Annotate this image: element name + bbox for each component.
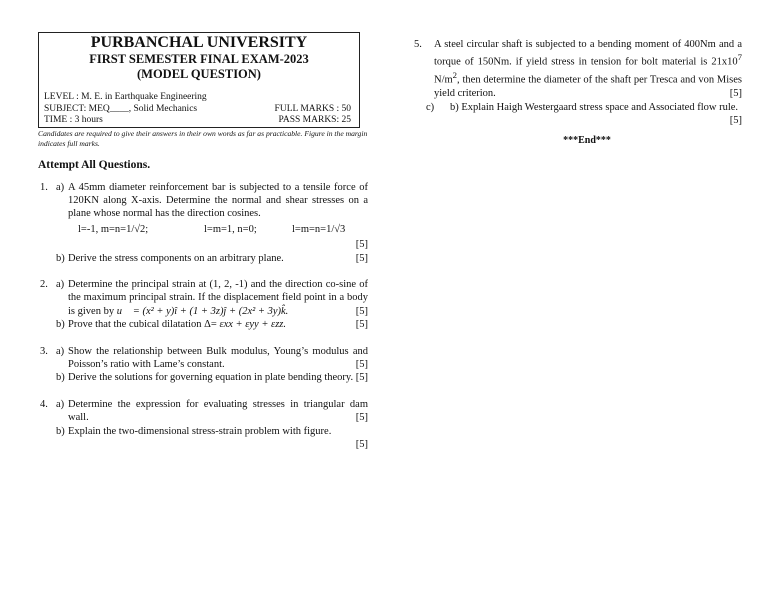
- direction-cosines: [56, 223, 368, 236]
- full-marks-text: FULL MARKS : 50: [274, 103, 351, 114]
- marks: [5]: [355, 305, 368, 317]
- question-2b: [56, 318, 368, 331]
- question-number: 2.: [40, 279, 48, 291]
- direction-cosine-3: l=m=n=1/√3: [292, 223, 346, 235]
- question-4b: [56, 425, 368, 438]
- marks: [5]: [729, 88, 742, 100]
- part-label-c: c): [426, 101, 435, 113]
- marks: [5]: [355, 359, 368, 371]
- part-label: b): [56, 319, 65, 331]
- question-4a: [56, 398, 368, 425]
- university-name: PURBANCHAL UNIVERSITY: [90, 34, 308, 51]
- left-column: [38, 32, 368, 465]
- end-marker: ***End***: [563, 135, 611, 147]
- question-text: Explain the two-dimensional stress-strain problem with figure.: [68, 425, 332, 437]
- exponent: 7: [737, 52, 742, 63]
- marks: [5]: [355, 239, 368, 251]
- pass-marks-text: PASS MARKS: 25: [278, 115, 351, 125]
- question-text: A 45mm diameter reinforcement bar is subjected to a tensile force of 120KN along X-axis. Determine the normal and shear stresses on a plane whose normal has the direction cosines.: [68, 181, 368, 220]
- question-text: Determine the expression for evaluating stresses in triangular dam wall.: [68, 398, 368, 424]
- question-5b: [426, 101, 742, 127]
- question-text: Show the relationship between Bulk modulus, Young’s modulus and Poisson’s ratio with Lame’s constant.: [68, 345, 368, 371]
- subject-text: SUBJECT: MEQ____, Solid Mechanics: [44, 103, 198, 114]
- part-label: b): [56, 372, 65, 384]
- part-label: a): [56, 279, 65, 291]
- exam-type: (MODEL QUESTION): [137, 67, 261, 81]
- question-2a: [56, 278, 368, 318]
- part-label: b): [56, 252, 65, 264]
- direction-cosine-2: l=m=1, n=0;: [204, 223, 257, 235]
- marks: [5]: [729, 115, 742, 127]
- displacement-formula: u⃗ = (x² + y)î + (1 + 3z)ĵ +: [116, 305, 237, 317]
- question-text: Determine the principal strain at (1, 2, -1) and the direction co-sine of the maximum principal strain. If the displacement field point in a body is given by: [68, 279, 368, 317]
- instruction: Attempt All Questions.: [38, 159, 151, 172]
- question-number: 3.: [40, 345, 48, 357]
- question-2: [38, 278, 368, 332]
- question-5: [412, 38, 742, 127]
- level-text: LEVEL : M. E. in Earthquake Engineering: [44, 92, 207, 102]
- question-number: 5.: [414, 39, 422, 50]
- question-3: [38, 345, 368, 385]
- question-3a: [56, 345, 368, 372]
- question-text: A steel circular shaft is subjected to a bending moment of 400Nm and a torque of 150Nm. if yield stress in tension for bolt material is 21x10: [434, 39, 742, 68]
- question-number: 4.: [40, 398, 48, 410]
- dilatation-formula: εxx + εyy + εzz.: [219, 319, 286, 331]
- part-label-b: b): [450, 101, 459, 113]
- time-text: TIME : 3 hours: [44, 115, 103, 125]
- exam-header-box: [38, 32, 360, 128]
- question-3b: [56, 371, 368, 384]
- part-label: a): [56, 398, 65, 410]
- question-text-cont: , then determine the diameter of the shaft per Tresca and von Mises yield criterion.: [434, 74, 742, 100]
- marks: [5]: [355, 319, 368, 331]
- question-text: Derive the stress components on an arbitrary plane.: [68, 252, 284, 264]
- question-5a: [434, 38, 742, 101]
- question-1b: [56, 252, 368, 265]
- question-4: [38, 398, 368, 452]
- question-1a: [56, 181, 368, 221]
- exam-meta: [44, 92, 351, 127]
- question-number: 1.: [40, 181, 48, 193]
- marks: [5]: [355, 252, 368, 264]
- marks: [5]: [355, 412, 368, 424]
- exponent: 2: [452, 70, 458, 81]
- question-text: Explain Haigh Westergaard stress space and Associated flow rule.: [461, 101, 739, 113]
- question-1: [38, 181, 368, 265]
- part-label: a): [56, 181, 65, 193]
- candidate-note: Candidates are required to give their answers in their own words as far as practicable. Figure in the margin indicates full marks.: [38, 129, 368, 148]
- direction-cosine-1: l=-1, m=n=1/√2;: [78, 223, 149, 235]
- part-label: a): [56, 345, 65, 357]
- right-column: [412, 38, 742, 147]
- question-text: Prove that the cubical dilatation Δ=: [68, 319, 220, 331]
- part-label: b): [56, 425, 65, 437]
- marks: [5]: [355, 372, 368, 384]
- exam-title: FIRST SEMESTER FINAL EXAM-2023: [89, 52, 309, 66]
- marks: [5]: [355, 439, 368, 451]
- question-text: Derive the solutions for governing equation in plate bending theory.: [68, 372, 354, 384]
- displacement-formula-cont: (2x² + 3y)k̂.: [238, 305, 289, 317]
- unit-text: N/m: [434, 74, 453, 86]
